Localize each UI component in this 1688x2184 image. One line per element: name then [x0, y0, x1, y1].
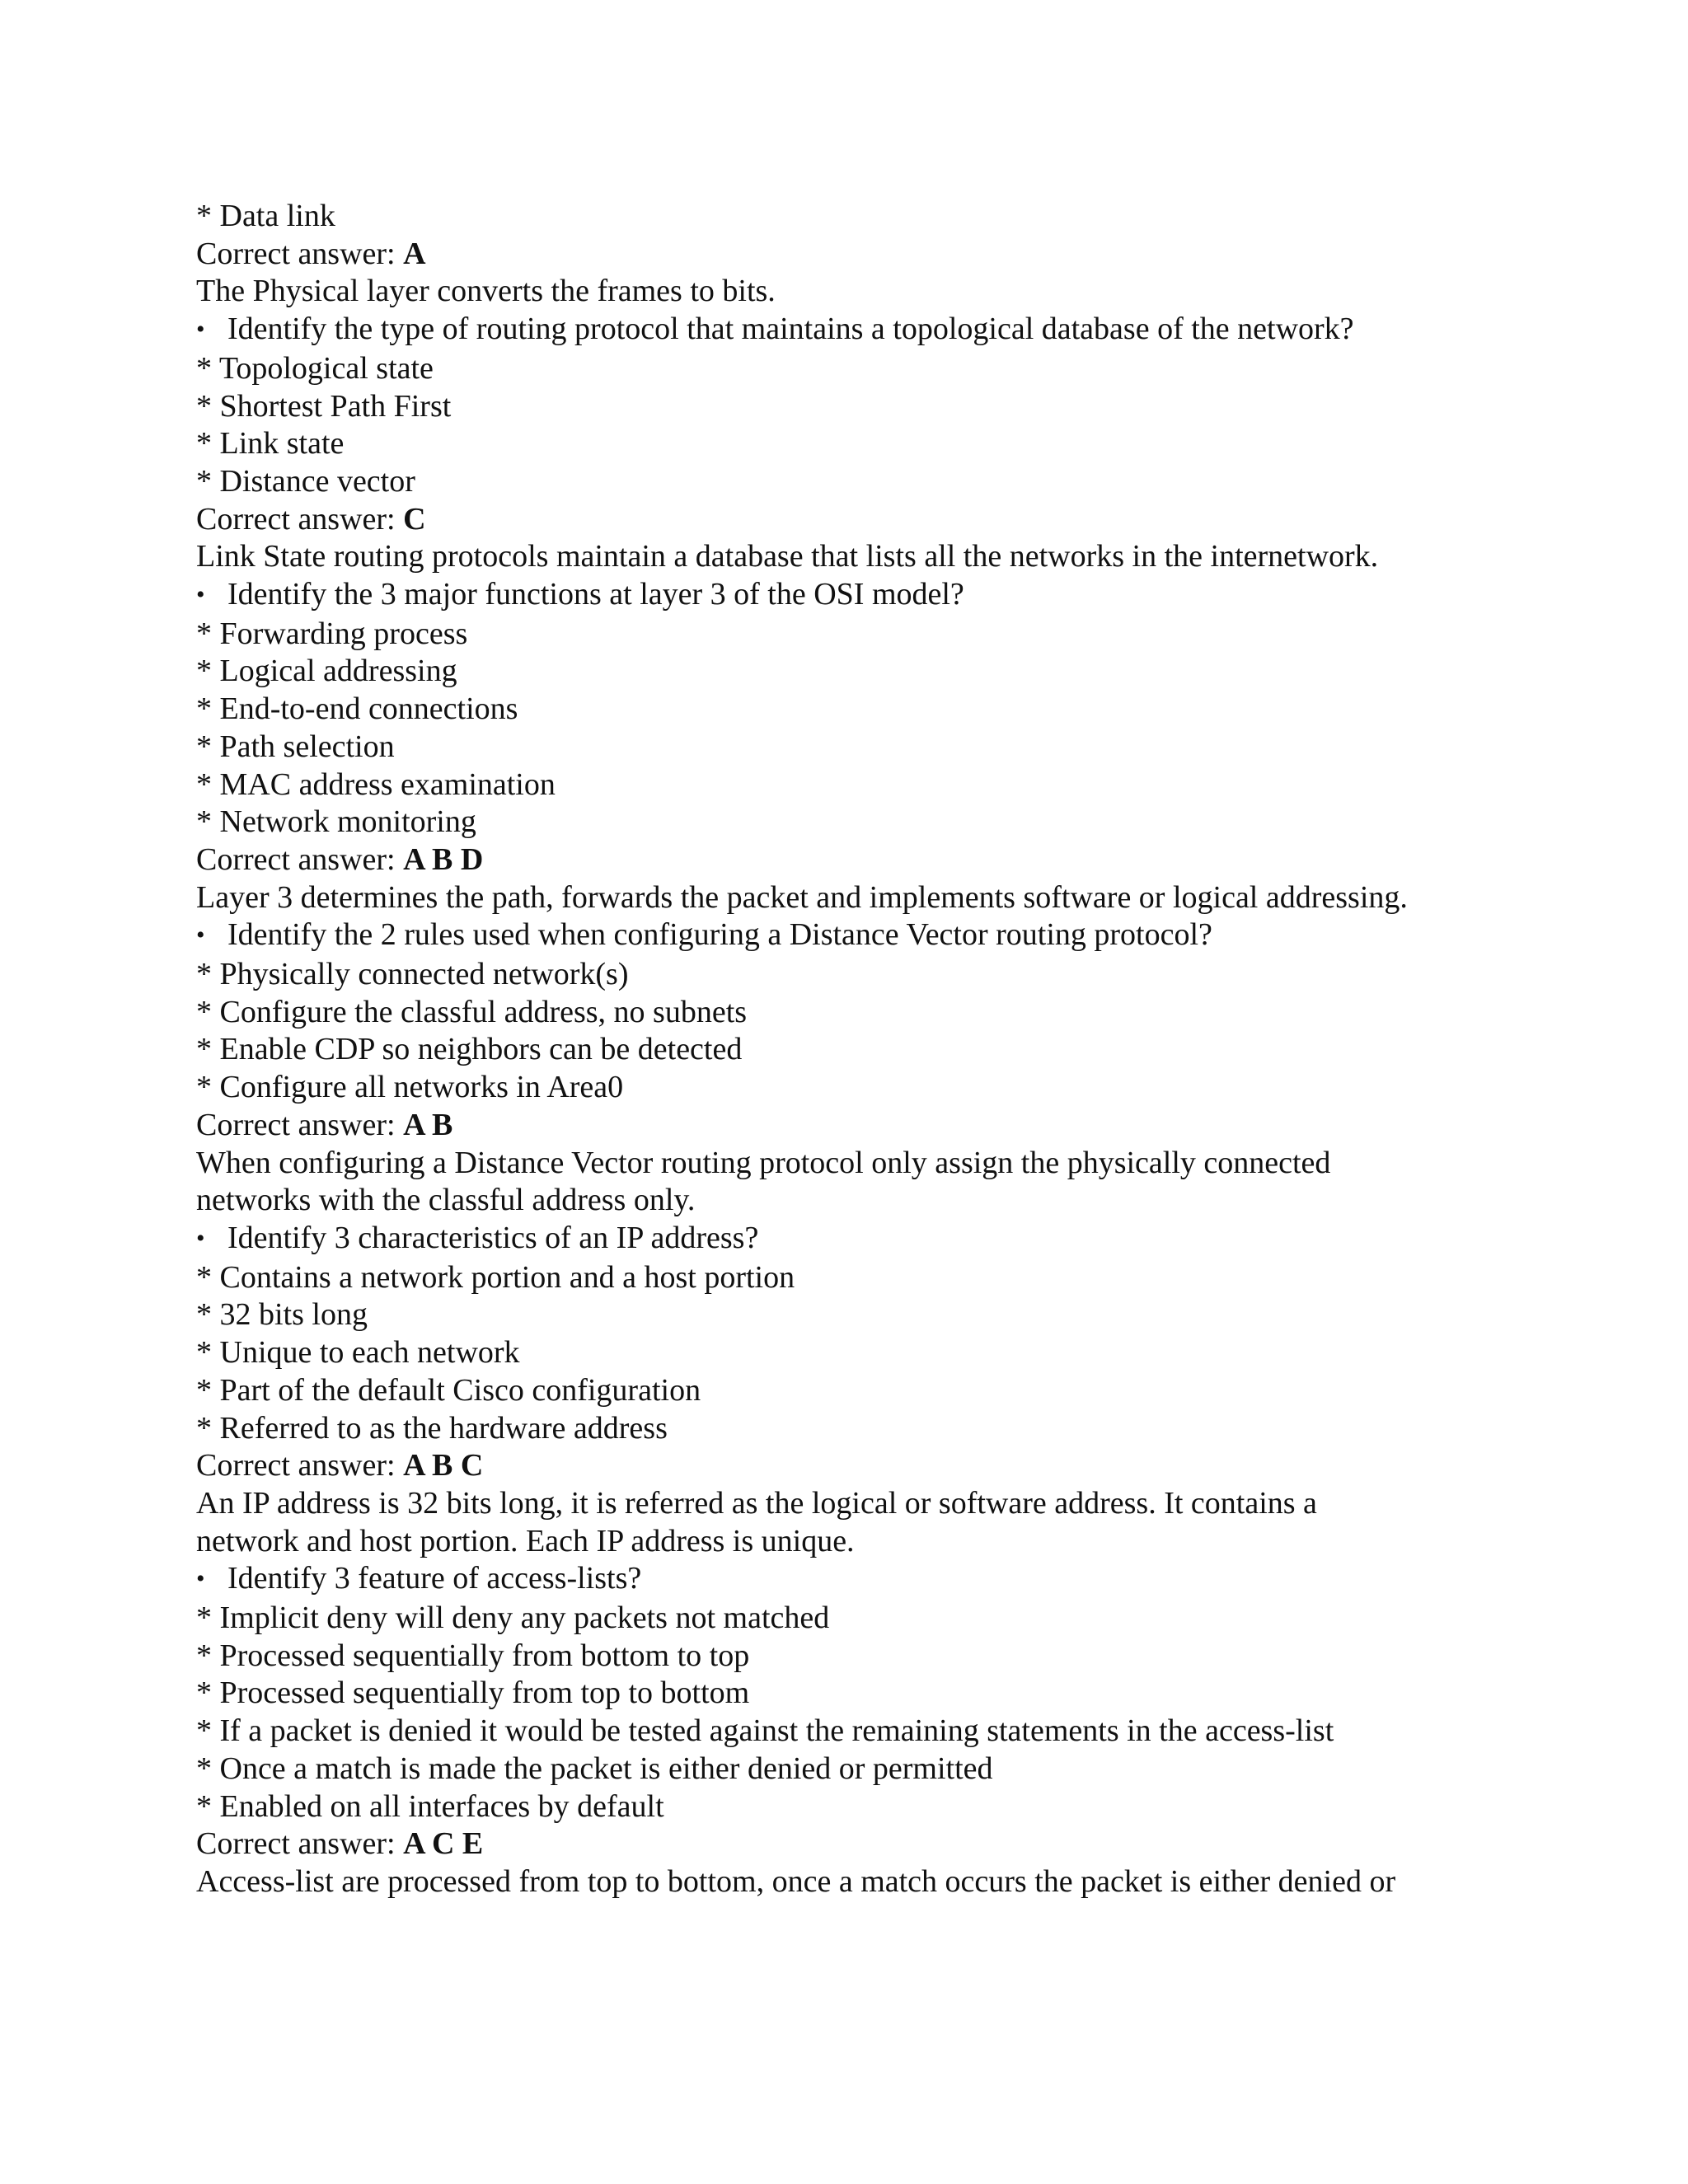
- correct-answer-label: Correct answer:: [196, 1107, 404, 1142]
- answer-option: * Forwarding process: [196, 616, 468, 651]
- correct-answer-letters: A: [403, 236, 426, 271]
- answer-option: * Network monitoring: [196, 804, 476, 840]
- question-text: Identify 3 characteristics of an IP address?: [227, 1220, 759, 1255]
- answer-option: * Unique to each network: [196, 1335, 520, 1371]
- answer-option: * End-to-end connections: [196, 691, 518, 727]
- correct-answer-line: [196, 1825, 1515, 1863]
- answer-option: * Once a match is made the packet is either denied or permitted: [196, 1750, 993, 1786]
- explanation-text: The Physical layer converts the frames to bits.: [196, 274, 776, 309]
- question-line: [196, 1220, 1515, 1259]
- question-text: Identify 3 feature of access-lists?: [227, 1561, 642, 1596]
- answer-option: * Referred to as the hardware address: [196, 1410, 668, 1446]
- correct-answer-label: Correct answer:: [196, 841, 404, 877]
- answer-option: * Distance vector: [196, 463, 415, 499]
- explanation-text: Access-list are processed from top to bottom, once a match occurs the packet is either denied or: [196, 1863, 1396, 1899]
- answer-option: * Logical addressing: [196, 654, 457, 689]
- answer-option: * MAC address examination: [196, 766, 556, 802]
- explanation-text: Layer 3 determines the path, forwards the packet and implements software or logical addressing.: [196, 879, 1408, 915]
- explanation-text: networks with the classful address only.: [196, 1183, 696, 1218]
- answer-option: * Physically connected network(s): [196, 957, 629, 992]
- explanation-text: network and host portion. Each IP address is unique.: [196, 1523, 855, 1558]
- answer-option: * Enable CDP so neighbors can be detected: [196, 1032, 743, 1067]
- answer-option: * Configure all networks in Area0: [196, 1070, 624, 1105]
- question-line: [196, 311, 1515, 350]
- answer-option: * Processed sequentially from bottom to top: [196, 1638, 750, 1673]
- correct-answer-label: Correct answer:: [196, 236, 404, 271]
- bullet-icon: •: [196, 1224, 205, 1252]
- correct-answer-label: Correct answer:: [196, 1826, 404, 1862]
- explanation-text: An IP address is 32 bits long, it is referred as the logical or software address. It contains a: [196, 1485, 1317, 1521]
- answer-option: * Enabled on all interfaces by default: [196, 1788, 664, 1824]
- question-text: Identify the 3 major functions at layer 3 of the OSI model?: [227, 577, 964, 612]
- answer-option: * Configure the classful address, no subnets: [196, 994, 748, 1029]
- explanation-text: Link State routing protocols maintain a database that lists all the networks in the internetwork.: [196, 539, 1379, 574]
- answer-option: * Part of the default Cisco configuration: [196, 1372, 701, 1408]
- document-text-body: [196, 198, 1515, 1901]
- question-line: [196, 1560, 1515, 1600]
- correct-answer-letters: A B C: [403, 1448, 484, 1483]
- answer-option: * Shortest Path First: [196, 388, 452, 424]
- correct-answer-letters: A B: [403, 1107, 453, 1142]
- correct-answer-label: Correct answer:: [196, 1448, 404, 1483]
- answer-option: * Link state: [196, 426, 345, 462]
- correct-answer-line: [196, 236, 1515, 274]
- correct-answer-letters: A B D: [403, 841, 484, 877]
- answer-option: * Path selection: [196, 729, 395, 764]
- correct-answer-label: Correct answer:: [196, 501, 404, 537]
- question-line: [196, 916, 1515, 956]
- correct-answer-line: [196, 1107, 1515, 1145]
- bullet-icon: •: [196, 316, 205, 344]
- answer-option: * 32 bits long: [196, 1297, 368, 1333]
- answer-option: * Contains a network portion and a host portion: [196, 1259, 795, 1295]
- bullet-icon: •: [196, 921, 205, 949]
- correct-answer-line: [196, 501, 1515, 539]
- question-text: Identify the 2 rules used when configuring a Distance Vector routing protocol?: [227, 917, 1212, 953]
- answer-option: * If a packet is denied it would be tested against the remaining statements in the access-list: [196, 1713, 1334, 1749]
- question-line: [196, 576, 1515, 616]
- correct-answer-line: [196, 841, 1515, 879]
- answer-option: * Data link: [196, 199, 335, 233]
- correct-answer-letters: A C E: [403, 1826, 484, 1862]
- answer-option: * Implicit deny will deny any packets not matched: [196, 1601, 830, 1636]
- explanation-text: When configuring a Distance Vector routing protocol only assign the physically connected: [196, 1145, 1331, 1180]
- correct-answer-line: [196, 1447, 1515, 1485]
- bullet-icon: •: [196, 581, 205, 609]
- question-text: Identify the type of routing protocol that maintains a topological database of the network?: [227, 312, 1354, 347]
- answer-option: * Topological state: [196, 350, 434, 386]
- answer-option: * Processed sequentially from top to bottom: [196, 1675, 750, 1711]
- bullet-icon: •: [196, 1565, 205, 1593]
- correct-answer-letters: C: [403, 501, 426, 537]
